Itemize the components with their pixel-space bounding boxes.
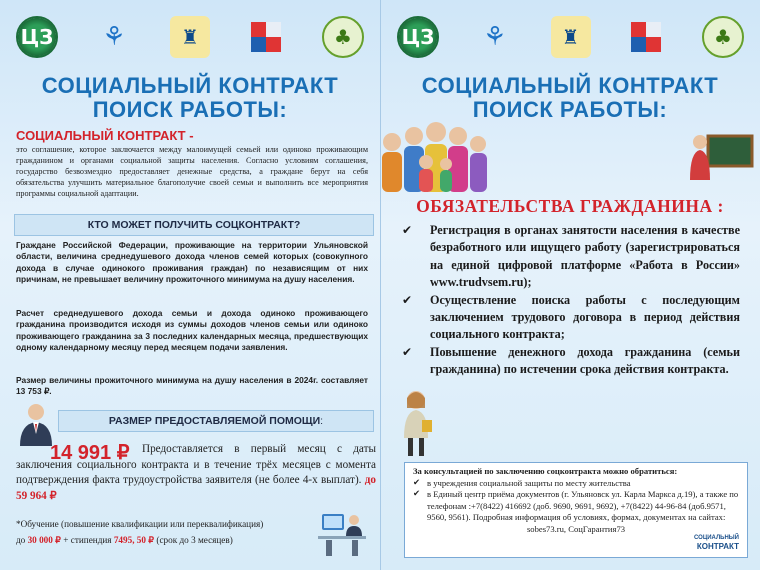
consult-item [413,489,739,524]
checkmark-icon: ✔ [402,292,413,307]
consult-text: в учреждения социальной защиты по месту жительства [427,477,631,488]
checkmark-icon: ✔ [413,477,421,488]
note-line1: *Обучение (повышение квалификации или переквалификация) [16,519,264,529]
amount-value: 14 991 ₽ [50,442,130,464]
brand-line2: КОНТРАКТ [696,542,739,551]
consult-sites[interactable]: sobes73.ru, СоцГарантия73 [526,523,626,534]
duties-heading: ОБЯЗАТЕЛЬСТВА ГРАЖДАНИНА : [416,196,724,216]
woman-with-folder-icon [398,388,434,458]
calc-text: Расчет среднедушевого дохода семьи и дохода одиноко проживающего гражданина производится исходя из суммы доходов членов семьи или одиноко проживающего гражданина за 3 последних календарных месяца, предшествующих одному календарному месяцу перед месяцем подачи заявления. [16,308,368,352]
note-amount: 30 000 ₽ [27,535,61,545]
duty-text: Регистрация в органах занятости населения в качестве безработного или ищущего работу (зарегистрироваться на единой цифровой платформе «Работа в России» www.trudvsem.ru); [430,223,740,290]
duty-text: Повышение денежного дохода гражданина (семьи гражданина) по истечении срока действия контракта. [430,344,740,377]
brand-line1: СОЦИАЛЬНЫЙ [694,535,739,541]
duty-text: Осуществление поиска работы с последующим заключением трудового договора в период действия социального контракта; [430,292,740,342]
right-title-line1: СОЦИАЛЬНЫЙ КОНТРАКТ [421,73,719,98]
family-illustration-icon [378,122,498,198]
gift-cube-icon [245,16,287,58]
consult-text: в Единый центр приёма документов (г. Ульяновск ул. Карла Маркса д.19), а также по телефонам :+7(8422) 416692 (доб. 9690, 9691, 9692), +7(8422) 44-96-84 (доб.9571, 9560, 9561). Подробная информация об условиях, формах, документах на сайтах: [427,489,739,523]
aid-heading [58,410,374,432]
consult-item [413,478,739,490]
gift-cube-icon [625,16,667,58]
left-title-line2: ПОИСК РАБОТЫ: [92,97,288,122]
employment-logo-icon: ЦЗ [397,16,439,58]
who-text: Граждане Российской Федерации, проживающие на территории Ульяновской области, величина среднедушевого дохода членов семей которых (совокупного дохода в случае одинокого проживания граждан) по независящим от них причинам, не превышает величину прожиточного минимума на душу населения. [16,240,368,284]
definition-text: это соглашение, которое заключается между малоимущей семьей или одиноко проживающим гражданином и органами социальной защиты населения. Согласно условиям соглашения, государство безвозмездно предоставляет денежные средства, а граждане берут на себя обязательства улучшить материальное благополучие своей семьи и выполнить все мероприятия программы социальной адаптации. [16,145,368,198]
family-center-logo-icon: ♣ [702,16,744,58]
duty-item [400,344,740,379]
office-worker-icon [316,506,368,558]
education-note [16,516,316,548]
duties-list [400,222,740,379]
definition-heading: СОЦИАЛЬНЫЙ КОНТРАКТ - [16,128,194,143]
note-prefix: до [16,535,26,545]
social-protection-logo-icon: ⚘ [483,22,507,52]
consult-list [413,478,739,524]
teacher-board-icon [690,128,754,180]
family-center-logo-icon: ♣ [322,16,364,58]
social-protection-logo-icon: ⚘ [102,22,126,52]
who-heading: КТО МОЖЕТ ПОЛУЧИТЬ СОЦКОНТРАКТ? [14,214,374,236]
right-title-line2: ПОИСК РАБОТЫ: [472,97,668,122]
aid-heading-label: РАЗМЕР ПРЕДОСТАВЛЯЕМОЙ ПОМОЩИ [108,415,321,427]
checkmark-icon: ✔ [402,344,413,359]
employment-logo-icon: ЦЗ [16,16,58,58]
note-stipend: 7495, 50 ₽ [113,535,155,545]
left-title-line1: СОЦИАЛЬНЫЙ КОНТРАКТ [41,73,339,98]
note-line2 [16,532,316,548]
duty-item [400,292,740,344]
logo-row-right [397,14,744,60]
minimum-text: Размер величины прожиточного минимума на душу населения в 2024г. составляет 13 753 ₽. [16,375,368,397]
aid-heading-colon: : [320,415,324,427]
checkmark-icon: ✔ [402,223,413,237]
amount-max: до 59 964 ₽ [16,474,376,502]
note-plus: + стипендия [63,535,112,545]
region-coat-of-arms-icon: ♜ [551,16,591,58]
amount-description: Предоставляется в первый месяц с даты заключения социального контракта и в течение трёх месяцев с момента подтверждения факта трудоустройства заявителя (не более 4-х выплат). [16,443,376,486]
social-contract-brand [694,535,739,551]
consultation-box [404,462,748,558]
duty-item [400,222,740,292]
consult-heading: За консультацией по заключению соцконтракта можно обратиться: [413,466,678,476]
logo-row-left [16,14,364,60]
region-coat-of-arms-icon: ♜ [170,16,210,58]
note-suffix: (срок до 3 месяцев) [156,535,233,545]
checkmark-icon: ✔ [413,489,421,500]
